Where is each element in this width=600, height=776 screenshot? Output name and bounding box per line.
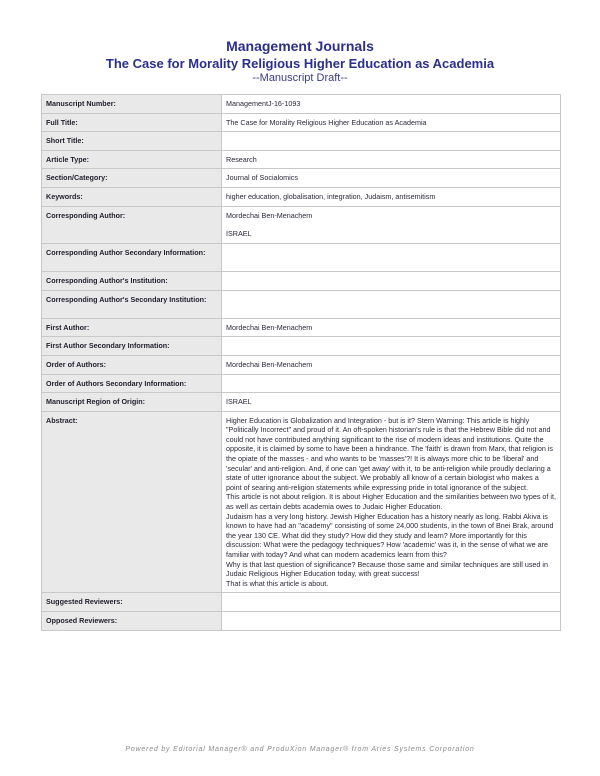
field-label: Manuscript Number: [42,95,222,114]
opposed-reviewers-value [222,611,561,630]
first-author-secondary-value [222,337,561,356]
table-row [42,113,561,132]
field-label: Order of Authors: [42,355,222,374]
first-author-value: Mordechai Ben-Menachem [222,318,561,337]
corr-secondary-info-value [222,243,561,271]
corresponding-author-country: ISRAEL [226,229,252,239]
keywords-value: higher education, globalisation, integration, Judaism, antisemitism [222,187,561,206]
table-row [42,337,561,356]
footer-credit: Powered by Editorial Manager® and ProduXion Manager® from Aries Systems Corporation [125,746,475,753]
field-label: Full Title: [42,113,222,132]
table-row [42,593,561,612]
abstract-value: Higher Education is Globalization and Integration - but is it? Stern Warning: This article is highly "Politically Incorrect" and proud of it. An oft-spoken historian's rule is that the Hebrew Bible did not and could not have contributed anything significant to the rise of modern ideas and institutions. Quite the opposite, it is claimed by some to have been a hindrance. The 'faith' is drawn from Marx, that religion is the opiate of the masses - and who wants to be 'masses'?! It is always more chic to be 'liberal' and 'secular' and anti-religion. And, if one can 'get away' with it, to be anti-religion while proudly declaring a state of utter ignorance about the subject. We probably all know of a certain biologist who makes a point of searing anti-religion statements while expressing pride in total ignorance of the subject. This article is not about religion. It is about Higher Education and the similarities between two types of it, as well as certain debts academia owes to Judaic Higher Education. Judaism has a very long history. Jewish Higher Education has a history nearly as long. Rabbi Akiva is known to have had an "academy" consisting of some 24,000 students, in the town of Bnei Brak, around the year 130 CE. What did they study? How did they study and learn? More importantly for this discussion: What were the pedagogy techniques? How 'academic' was it, in the sense of what we are familiar with today? And what can modern academics learn from this? Why is that last question of significance? Because those same and similar techniques are still used in Judaic Religious Higher Education today, with great success! That is what this article is about. [222,411,561,593]
short-title-value [222,132,561,151]
field-label: Corresponding Author's Institution: [42,271,222,290]
corresponding-author-name: Mordechai Ben-Menachem [226,210,313,220]
table-row [42,169,561,188]
corr-secondary-institution-value [222,290,561,318]
table-row [42,150,561,169]
page-header [0,38,600,84]
field-label: First Author Secondary Information: [42,337,222,356]
table-row [42,411,561,593]
full-title-value: The Case for Morality Religious Higher Education as Academia [222,113,561,132]
table-row [42,271,561,290]
corresponding-author-value [222,206,561,243]
table-row [42,132,561,151]
table-row [42,355,561,374]
field-label: Order of Authors Secondary Information: [42,374,222,393]
table-row [42,393,561,412]
journal-title: Management Journals [226,38,374,54]
corr-institution-value [222,271,561,290]
field-label: Corresponding Author: [42,206,222,243]
field-label: First Author: [42,318,222,337]
table-row [42,374,561,393]
field-label: Suggested Reviewers: [42,593,222,612]
order-of-authors-value: Mordechai Ben-Menachem [222,355,561,374]
table-row [42,243,561,271]
table-row [42,290,561,318]
table-row [42,611,561,630]
field-label: Section/Category: [42,169,222,188]
table-row [42,318,561,337]
table-row [42,95,561,114]
order-secondary-value [222,374,561,393]
field-label: Keywords: [42,187,222,206]
suggested-reviewers-value [222,593,561,612]
article-type-value: Research [222,150,561,169]
manuscript-number-value: ManagementJ-16-1093 [222,95,561,114]
table-row [42,187,561,206]
field-label: Article Type: [42,150,222,169]
section-value: Journal of Socialomics [222,169,561,188]
field-label: Opposed Reviewers: [42,611,222,630]
field-label: Short Title: [42,132,222,151]
field-label: Corresponding Author Secondary Information: [42,243,222,271]
field-label: Manuscript Region of Origin: [42,393,222,412]
draft-label: --Manuscript Draft-- [252,72,348,84]
region-value: ISRAEL [222,393,561,412]
table-row [42,206,561,243]
field-label: Corresponding Author's Secondary Institution: [42,290,222,318]
field-label: Abstract: [42,411,222,593]
article-title: The Case for Morality Religious Higher Education as Academia [105,56,495,71]
manuscript-details-table [41,94,561,631]
